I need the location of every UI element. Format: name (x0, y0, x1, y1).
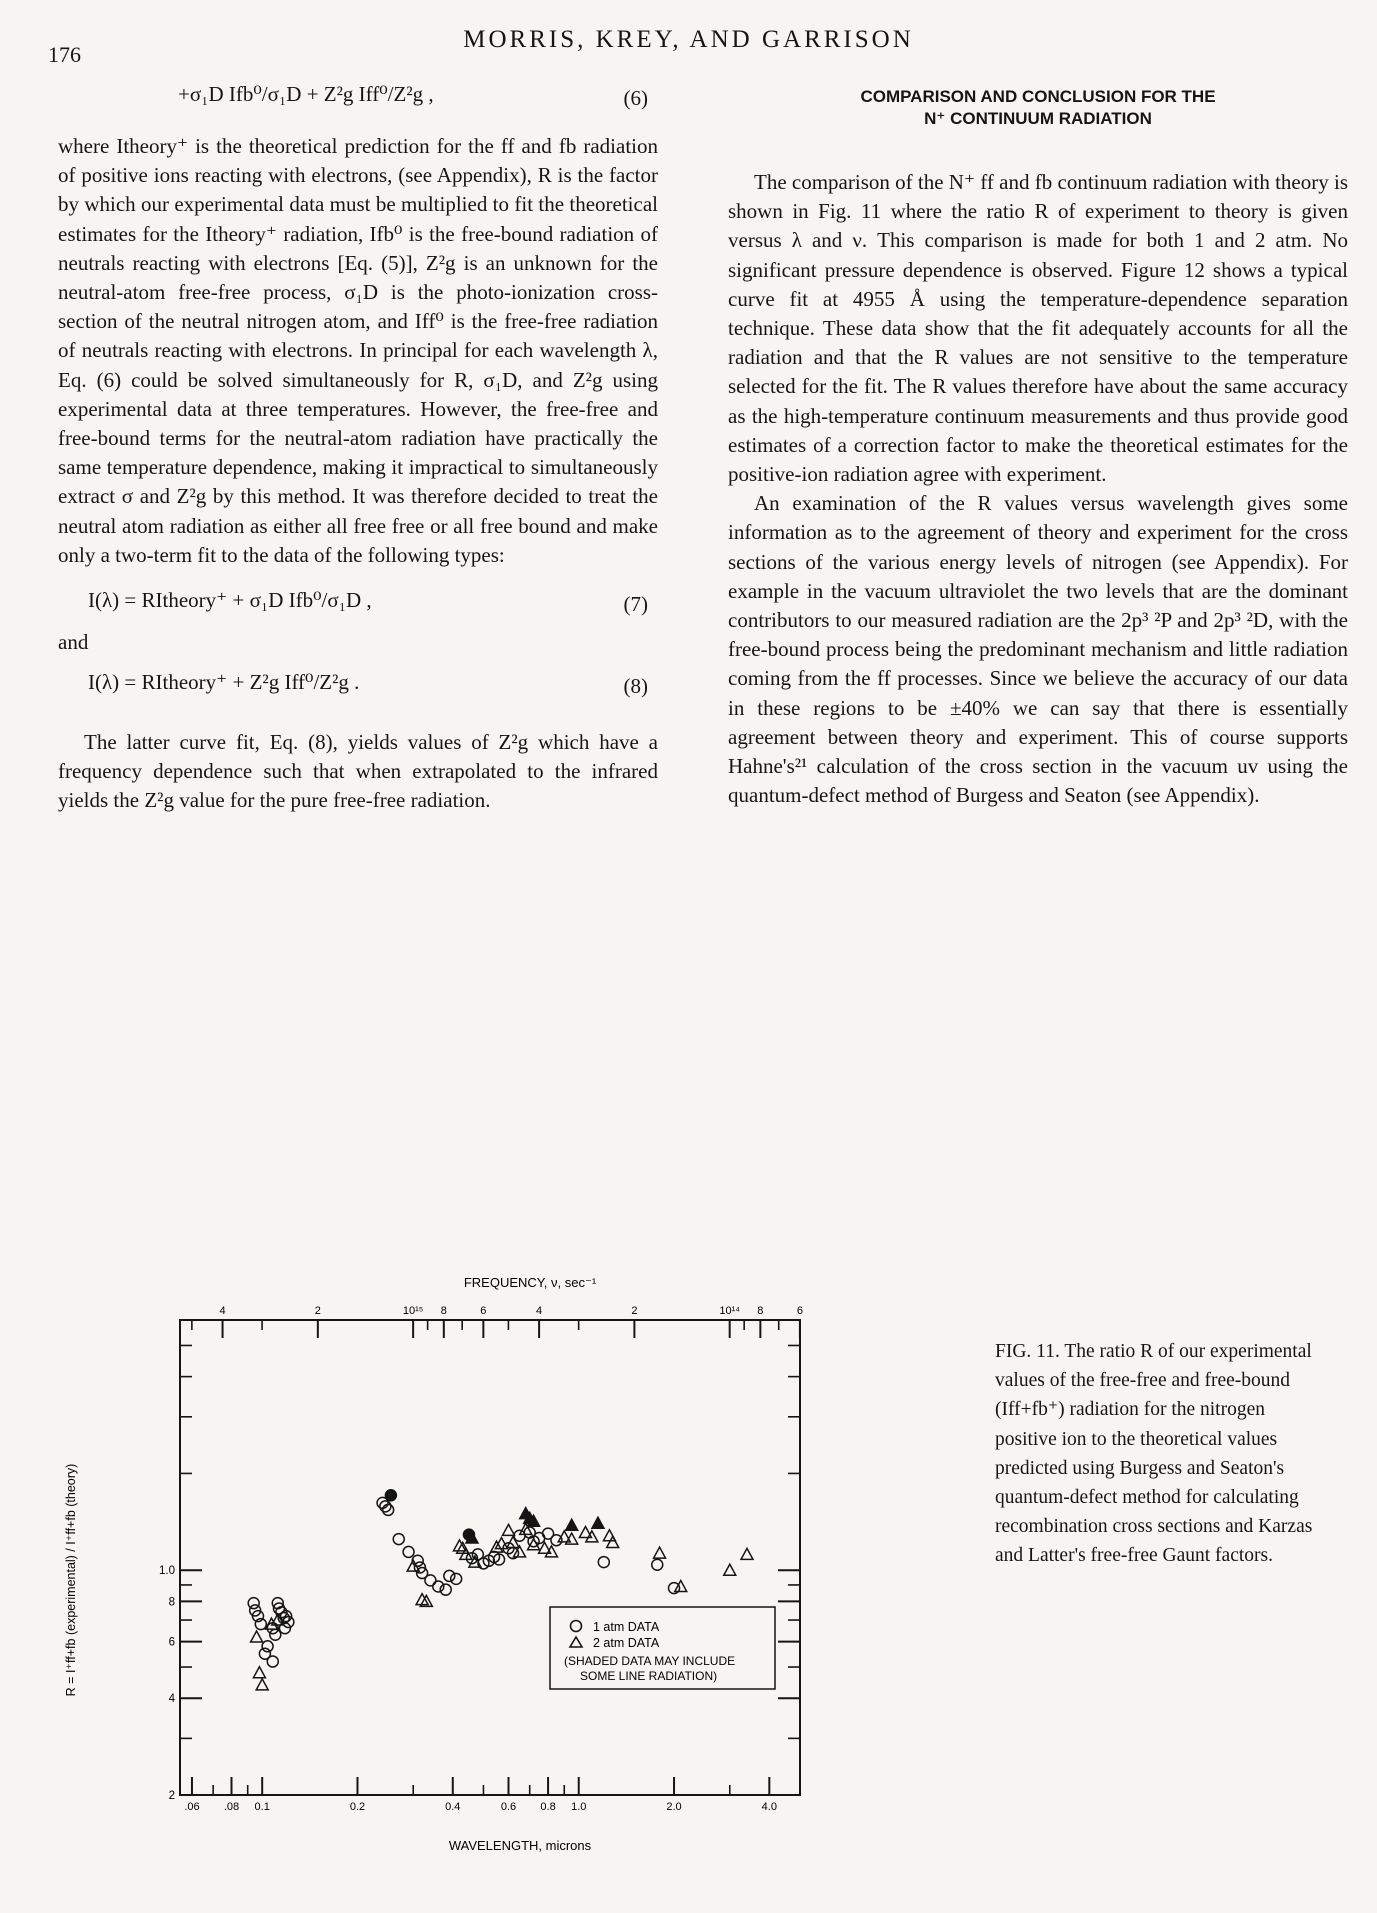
running-head: MORRIS, KREY, AND GARRISON (463, 26, 914, 53)
x-tick-label: 4.0 (761, 1801, 777, 1813)
data-point-triangle (256, 1679, 268, 1690)
equation-6-number: (6) (623, 86, 648, 110)
x2-tick-label: 10¹⁴ (719, 1305, 740, 1317)
data-point-circle (248, 1598, 259, 1609)
y-axis-label: R = I⁺ff+fb (experimental) / I⁺ff+fb (theory) (64, 1463, 78, 1697)
figure-11-chart (40, 1195, 990, 1895)
paragraph-curve-fit: The latter curve fit, Eq. (8), yields values of Z²g which have a frequency dependence such that when extrapolated to the infrared yields the Z²g value for the pure free-free radiation. (58, 730, 658, 813)
x2-tick-label: 2 (631, 1305, 638, 1317)
paragraph-comparison: The comparison of the N⁺ ff and fb continuum radiation with theory is shown in Fig. 11 where the ratio R of experiment to theory is given versus λ and ν. This comparison is made for both 1 and 2 atm. No significant pressure dependence is observed. Figure 12 shows a typical curve fit at 4955 Å using the temperature-dependence separation technique. These data show that the fit adequately accounts for all the radiation and that the R values are not sensitive to the temperature selected for the fit. The R values therefore have about the same accuracy as the high-temperature continuum measurements and thus provide good estimates of a correction factor to make the theoretical estimates for the positive-ion radiation agree with experiment. (728, 170, 1348, 487)
plot-frame (180, 1320, 800, 1795)
data-point-triangle (741, 1548, 753, 1559)
data-point-circle (451, 1573, 462, 1584)
y-tick-label: 1.0 (159, 1565, 175, 1578)
equation-7-text: I(λ) = RItheory⁺ + σ₁D Ifb⁰/σ₁D , (88, 588, 372, 613)
x2-tick-label: 10¹⁵ (402, 1305, 424, 1317)
legend-label-2atm: 2 atm DATA (593, 1636, 660, 1650)
data-point-circle (444, 1570, 455, 1581)
legend-note-line2: SOME LINE RADIATION) (580, 1669, 718, 1683)
data-point-triangle (253, 1667, 265, 1678)
equation-7-number: (7) (623, 592, 648, 617)
section-heading-line2: N⁺ CONTINUUM RADIATION (924, 109, 1152, 128)
equation-8 (58, 670, 658, 712)
data-point-triangle (724, 1564, 736, 1575)
paragraph-definitions: where Itheory⁺ is the theoretical prediction for the ff and fb radiation of positive ions reacting with electrons, (see Appendix), R is the factor by which our experimental data must be multiplied to fit the theoretical estimates for the Itheory⁺ radiation, Ifb⁰ is the free-bound radiation of neutrals reacting with electrons [Eq. (5)], Z²g is an unknown for the neutral-atom free-free process, σ₁D is the photo-ionization cross-section of the neutral nitrogen atom, and Iff⁰ is the free-free radiation of neutrals reacting with electrons. In principal for each wavelength λ, Eq. (6) could be solved simultaneously for R, σ₁D, and Z²g using experimental data at three temperatures. However, the free-free and free-bound terms for the neutral-atom radiation have practically the same temperature dependence, making it impractical to simultaneously extract σ and Z²g by this method. It was therefore decided to treat the neutral atom radiation as either all free free or all free bound and make only a two-term fit to the data of the following types: (58, 134, 658, 567)
data-point-triangle (675, 1581, 687, 1592)
data-point-circle (270, 1629, 281, 1640)
data-point-circle (393, 1534, 404, 1545)
and-word: and (58, 630, 89, 655)
paragraph-examination: An examination of the R values versus wavelength gives some information as to the agreement of theory and experiment for the cross sections of the various energy levels of nitrogen (see Appendix). For example in the vacuum ultraviolet the two levels that are the dominant contributors to our measured radiation are the 2p³ ²P and 2p³ ²D, with the free-bound process being the predominant mechanism and little radiation coming from the ff processes. Since we believe the accuracy of our data in these regions to be ±40% we can say that there is essentially agreement between theory and experiment. This of course supports Hahne's²¹ calculation of the cross section in the vacuum uv using the quantum-defect method of Burgess and Seaton (see Appendix). (728, 491, 1348, 808)
equation-6 (58, 82, 658, 124)
equation-8-text: I(λ) = RItheory⁺ + Z²g Iff⁰/Z²g . (88, 670, 360, 695)
data-point-triangle-filled (592, 1517, 604, 1528)
section-heading-line1: COMPARISON AND CONCLUSION FOR THE (860, 87, 1216, 106)
data-point-circle (262, 1641, 273, 1652)
chart-legend (550, 1607, 775, 1689)
data-point-triangle (251, 1631, 263, 1642)
x-tick-label: 1.0 (571, 1801, 587, 1813)
data-point-circle (598, 1557, 609, 1568)
data-point-circle (425, 1575, 436, 1586)
y-tick-label: 8 (168, 1596, 175, 1609)
x2-axis-label: FREQUENCY, ν, sec⁻¹ (463, 1275, 597, 1290)
data-point-triangle-filled (566, 1519, 578, 1530)
plot-border (180, 1320, 800, 1795)
equation-8-number: (8) (623, 674, 648, 699)
x2-tick-label: 6 (480, 1305, 487, 1317)
y-tick-label: 4 (168, 1693, 175, 1706)
x-tick-label: 0.4 (445, 1801, 461, 1813)
x-tick-label: .08 (223, 1801, 240, 1813)
section-heading (728, 86, 1348, 130)
x2-axis-ticks (192, 1305, 803, 1338)
data-point-circle (267, 1656, 278, 1667)
x2-tick-label: 4 (219, 1305, 226, 1317)
data-point-circle (551, 1535, 562, 1546)
data-point-triangle (607, 1536, 619, 1547)
y-axis-ticks (159, 1345, 800, 1802)
x-tick-label: 0.2 (349, 1801, 366, 1813)
legend-label-1atm: 1 atm DATA (593, 1620, 660, 1634)
right-column (728, 82, 1348, 810)
x2-tick-label: 8 (440, 1305, 447, 1317)
x2-tick-label: 8 (757, 1305, 764, 1317)
data-point-circle (514, 1530, 525, 1541)
figure-11-caption: FIG. 11. The ratio R of our experimental values of the free-free and free-bound (Iff+fb⁺) radiation for the nitrogen positive ion to the theoretical values predicted using Burgess and Seaton's quantum-defect method for calculating recombination cross sections and Karzas and Latter's free-free Gaunt factors. (995, 1341, 1313, 1567)
data-point-triangle (654, 1547, 666, 1558)
x-tick-label: 2.0 (666, 1801, 682, 1813)
x-tick-label: 0.6 (500, 1801, 517, 1813)
legend-note-line1: (SHADED DATA MAY INCLUDE (564, 1654, 736, 1668)
x-tick-label: 0.1 (254, 1801, 270, 1813)
x2-tick-label: 2 (314, 1305, 321, 1317)
y-tick-label: 6 (168, 1636, 175, 1649)
left-column (58, 82, 658, 816)
x-tick-label: 0.8 (540, 1801, 556, 1813)
data-point-circle (652, 1559, 663, 1570)
x-axis-label: WAVELENGTH, microns (448, 1838, 592, 1853)
x-tick-label: .06 (184, 1801, 200, 1813)
data-point-circle (380, 1501, 391, 1512)
data-point-circle-filled (385, 1490, 396, 1501)
data-point-circle (383, 1504, 394, 1515)
data-point-triangle (503, 1524, 515, 1535)
y-tick-label: 2 (168, 1790, 175, 1802)
x2-tick-label: 6 (796, 1305, 803, 1317)
data-point-circle (403, 1546, 414, 1557)
equation-6-text: +σ₁D Ifb⁰/σ₁D + Z²g Iff⁰/Z²g , (178, 82, 434, 106)
equation-7 (58, 588, 658, 630)
page-number: 176 (48, 42, 81, 67)
x2-tick-label: 4 (536, 1305, 543, 1317)
data-point-triangle (586, 1531, 598, 1542)
